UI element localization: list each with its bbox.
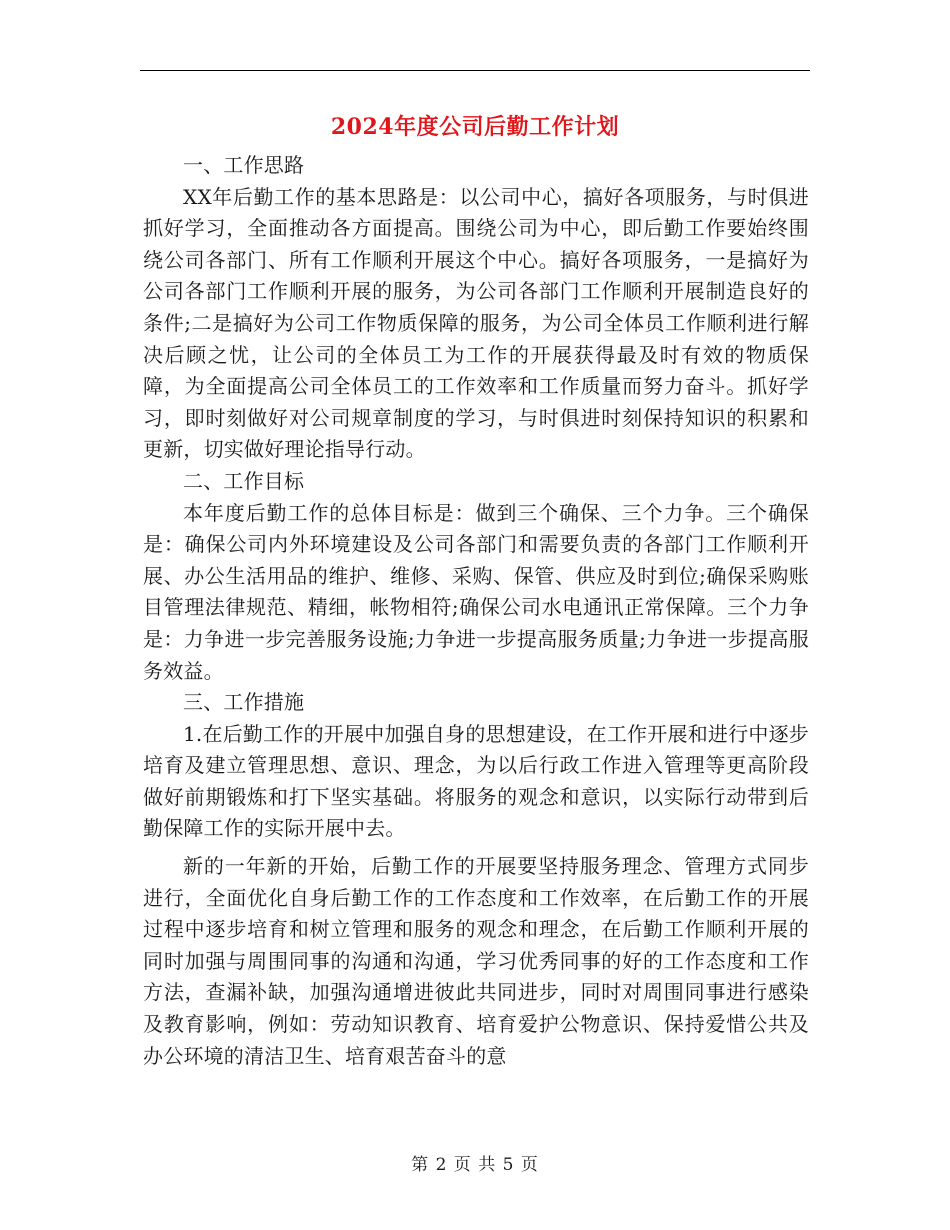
section-3-paragraph-2: 新的一年新的开始，后勤工作的开展要坚持服务理念、管理方式同步进行，全面优化自身后勤工作的工作态度和工作效率，在后勤工作的开展过程中逐步培育和树立管理和服务的观念和理念，在后勤工作顺利开展的同时加强与周围同事的沟通和沟通，学习优秀同事的好的工作态度和工作方法，查漏补缺，加强沟通增进彼此共同进步，同时对周围同事进行感染及教育影响，例如：劳动知识教育、培育爱护公物意识、保持爱惜公共及办公环境的清洁卫生、培育艰苦奋斗的意 [143,854,809,1068]
section-2-paragraph: 本年度后勤工作的总体目标是：做到三个确保、三个力争。三个确保是：确保公司内外环境建设及公司各部门和需要负责的各部门工作顺利开展、办公生活用品的维护、维修、采购、保管、供应及时到位;确保采购账目管理法律规范、精细，帐物相符;确保公司水电通讯正常保障。三个力争是：力争进一步完善服务设施;力争进一步提高服务质量;力争进一步提高服务效益。 [143,500,809,683]
page-number: 第 2 页 共 5 页 [411,1155,539,1175]
header-rule [140,70,810,71]
section-heading-1: 一、工作思路 [183,153,305,177]
document-body [143,150,809,1072]
section-3-paragraph-1: 1.在后勤工作的开展中加强自身的思想建设，在工作开展和进行中逐步培育及建立管理思想、意识、理念，为以后行政工作进入管理等更高阶段做好前期锻炼和打下坚实基础。将服务的观念和意识，以实际行动带到后勤保障工作的实际开展中去。 [143,721,809,841]
document-title: 2024年度公司后勤工作计划 [330,114,620,140]
section-heading-3: 三、工作措施 [183,690,305,715]
section-1-paragraph: XX年后勤工作的基本思路是：以公司中心，搞好各项服务，与时俱进抓好学习，全面推动各方面提高。围绕公司为中心，即后勤工作要始终围绕公司各部门、所有工作顺利开展这个中心。搞好各项服务，一是搞好为公司各部门工作顺利开展的服务，为公司各部门工作顺利开展制造良好的条件;二是搞好为公司工作物质保障的服务，为公司全体员工作顺利进行解决后顾之忧，让公司的全体员工为工作的开展获得最及时有效的物质保障，为全面提高公司全体员工的工作效率和工作质量而努力奋斗。抓好学习，即时刻做好对公司规章制度的学习，与时俱进时刻保持知识的积累和更新，切实做好理论指导行动。 [143,184,809,462]
section-heading-2: 二、工作目标 [183,468,305,493]
